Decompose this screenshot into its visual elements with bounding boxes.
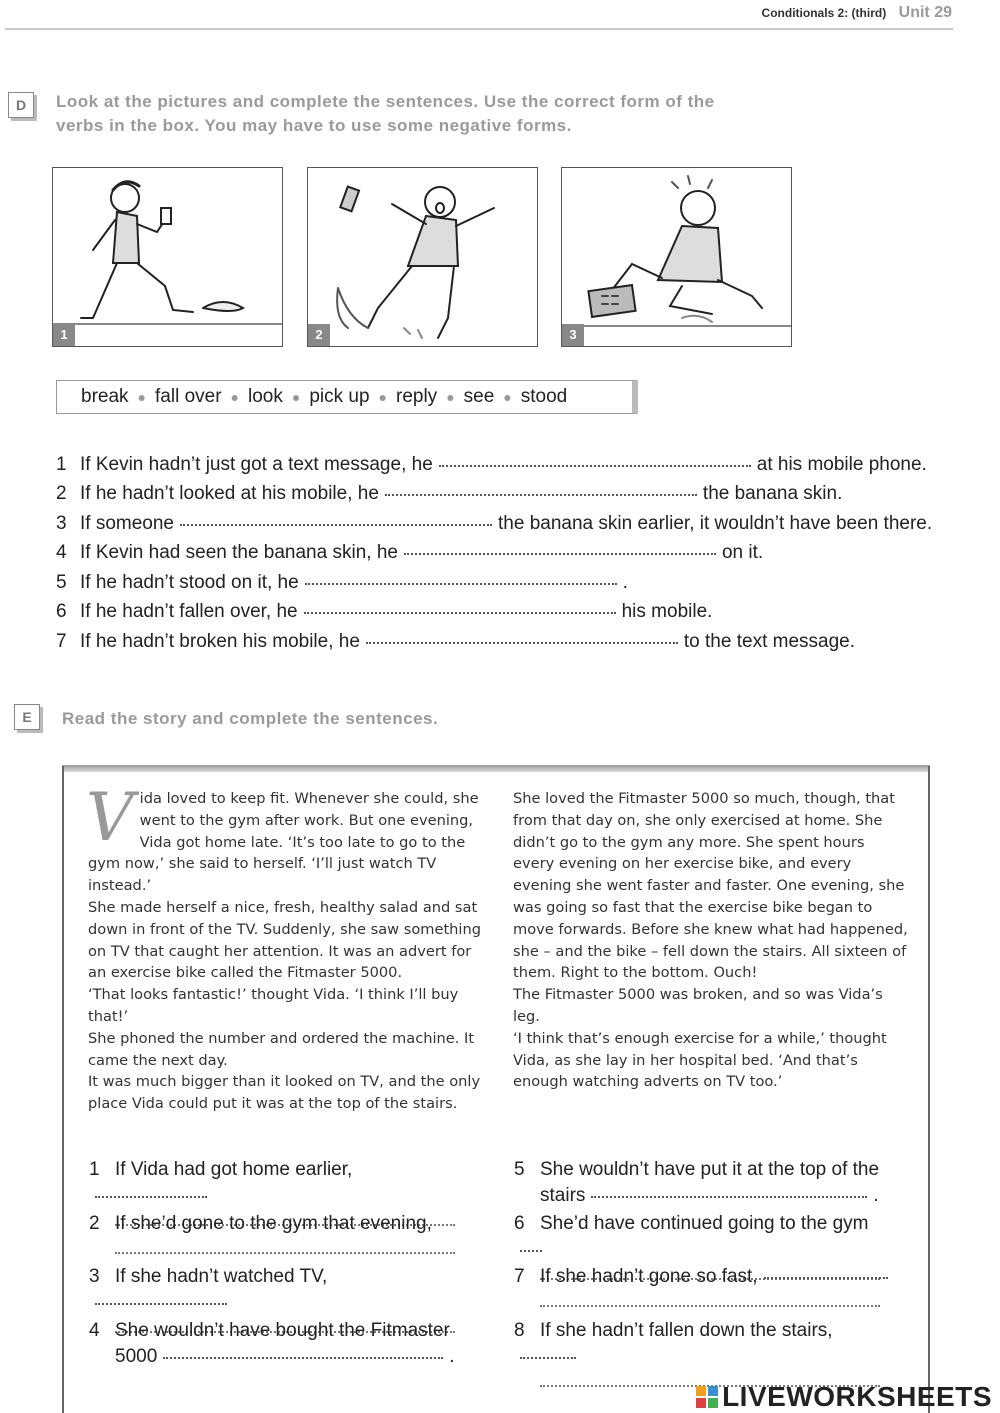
word-pick-up: pick up bbox=[309, 386, 370, 407]
brand-text: LIVEWORKSHEETS bbox=[722, 1381, 992, 1412]
word-look: look bbox=[248, 386, 283, 407]
kevin-slipping-illustration bbox=[308, 168, 537, 346]
story-paragraph: ‘I think that’s enough exercise for a while,’ thought Vida, as she lay in her hospital bed. ‘And that’s enough watching adverts on TV too.’ bbox=[513, 1029, 887, 1091]
sentence-6: 6 If he hadn’t fallen over, he his mobile. bbox=[56, 601, 713, 622]
answer-blank[interactable] bbox=[95, 1302, 227, 1305]
section-e-instruction: Read the story and complete the sentences. bbox=[62, 709, 439, 728]
word-fall-over: fall over bbox=[155, 386, 222, 407]
question-1: 1 If Vida had got home earlier, bbox=[89, 1157, 459, 1226]
picture-number: 2 bbox=[308, 324, 330, 346]
picture-1 bbox=[52, 167, 283, 347]
word-see: see bbox=[463, 386, 495, 407]
sentence-7: 7 If he hadn’t broken his mobile, he to the text message. bbox=[56, 631, 855, 652]
question-5: 5 She wouldn’t have put it at the top of the stairs . bbox=[514, 1159, 880, 1206]
answer-blank[interactable] bbox=[764, 1276, 888, 1279]
liveworksheets-icon bbox=[696, 1386, 718, 1408]
story-paragraph: ida loved to keep fit. Whenever she could, she went to the gym after work. But one evening, Vida got home late. ‘It’s too late to go to the gym now,’ she said to herself. ‘I’ll just watch TV instead.’ bbox=[88, 790, 479, 895]
header-title: Conditionals 2: (third) bbox=[761, 6, 887, 20]
sentence-4: 4 If Kevin had seen the banana skin, he on it. bbox=[56, 542, 764, 563]
answer-blank[interactable] bbox=[385, 493, 697, 496]
instruction-line-1: Look at the pictures and complete the sentences. Use the correct form of the bbox=[56, 92, 715, 111]
unit-label: Unit 29 bbox=[898, 4, 952, 21]
answer-blank[interactable] bbox=[366, 641, 678, 644]
picture-3 bbox=[561, 167, 792, 347]
story-paragraph: She made herself a nice, fresh, healthy salad and sat down in front of the TV. Suddenly, she saw something on TV that caught her attention. It was an advert for an exercise bike called the Fitmaster 5000. bbox=[88, 898, 481, 982]
answer-blank[interactable] bbox=[439, 464, 751, 467]
answer-blank[interactable] bbox=[95, 1195, 207, 1198]
answer-blank[interactable] bbox=[180, 523, 492, 526]
story-paragraph: The Fitmaster 5000 was broken, and so was Vida’s leg. bbox=[513, 986, 883, 1025]
header-rule bbox=[5, 28, 953, 30]
page-header bbox=[762, 4, 952, 22]
sentence-1: 1 If Kevin hadn’t just got a text message, he at his mobile phone. bbox=[56, 454, 927, 475]
question-6: 6 She’d have continued going to the gym bbox=[514, 1211, 894, 1280]
story-paragraph: She phoned the number and ordered the machine. It came the next day. bbox=[88, 1029, 475, 1069]
verb-word-box: break ● fall over ● look ● pick up ● reply ● see ● stood bbox=[56, 380, 638, 414]
answer-blank[interactable] bbox=[163, 1356, 443, 1359]
story-paragraph: She loved the Fitmaster 5000 so much, though, that from that day on, she only exercised at home. She didn’t go to the gym any more. She spent hours every evening on her exercise bike, and every evening she went faster and faster. One evening, she was going so fast that the exercise bike began to move forwards. Before she knew what had happened, she – and the bike – fell down the stairs. All sixteen of them. Right to the bottom. Ouch! bbox=[513, 790, 908, 982]
kevin-fallen-illustration bbox=[562, 168, 791, 346]
section-d-instruction bbox=[56, 90, 715, 138]
word-break: break bbox=[81, 386, 129, 407]
answer-blank[interactable] bbox=[304, 611, 616, 614]
story-paragraph: ‘That looks fantastic!’ thought Vida. ‘I think I’ll buy that!’ bbox=[88, 986, 459, 1025]
question-7: 7 If she hadn’t gone so fast, bbox=[514, 1264, 894, 1307]
word-stood: stood bbox=[520, 386, 568, 407]
answer-blank[interactable] bbox=[520, 1249, 542, 1252]
question-4: 4 She wouldn’t have bought the Fitmaster 5000 . bbox=[89, 1320, 455, 1367]
section-e-badge: E bbox=[14, 704, 40, 730]
kevin-walking-illustration bbox=[53, 168, 282, 346]
section-d-badge: D bbox=[8, 92, 34, 118]
answer-line[interactable] bbox=[540, 1304, 880, 1307]
answer-line[interactable] bbox=[115, 1251, 455, 1254]
question-2: 2 If she’d gone to the gym that evening, bbox=[89, 1211, 459, 1254]
picture-number: 1 bbox=[53, 324, 75, 346]
word-reply: reply bbox=[396, 386, 438, 407]
question-3: 3 If she hadn’t watched TV, bbox=[89, 1264, 459, 1333]
dropcap: V bbox=[86, 779, 134, 856]
picture-2 bbox=[307, 167, 538, 347]
sentence-5: 5 If he hadn’t stood on it, he . bbox=[56, 572, 628, 593]
question-8: 8 If she hadn’t fallen down the stairs, bbox=[514, 1318, 894, 1387]
answer-blank[interactable] bbox=[305, 582, 617, 585]
story-paragraph: It was much bigger than it looked on TV, and the only place Vida could put it was at the top of the stairs. bbox=[88, 1073, 481, 1113]
liveworksheets-logo bbox=[696, 1381, 992, 1413]
story-right-column bbox=[513, 788, 909, 1093]
sentence-3: 3 If someone the banana skin earlier, it wouldn’t have been there. bbox=[56, 513, 933, 534]
story-left-column bbox=[86, 779, 484, 1115]
answer-blank[interactable] bbox=[520, 1356, 576, 1359]
picture-number: 3 bbox=[562, 324, 584, 346]
answer-blank[interactable] bbox=[404, 552, 716, 555]
sentence-2: 2 If he hadn’t looked at his mobile, he the banana skin. bbox=[56, 483, 843, 504]
answer-blank[interactable] bbox=[591, 1195, 867, 1198]
instruction-line-2: verbs in the box. You may have to use some negative forms. bbox=[56, 116, 572, 135]
